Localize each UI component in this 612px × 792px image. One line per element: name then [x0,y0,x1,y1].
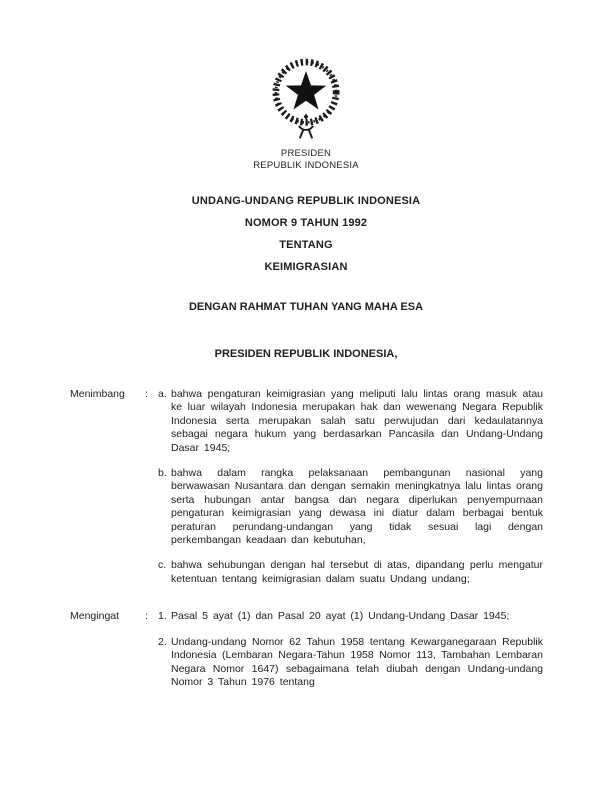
section-items [158,388,543,586]
consideration-item-b [158,467,543,547]
section-colon: : [145,388,148,400]
presidential-star-wreath-seal-icon [266,55,346,141]
section-mengingat [70,610,543,689]
institution-name-line1: PRESIDEN [280,148,332,159]
section-label: Mengingat [70,610,120,623]
item-marker: b. [158,467,167,480]
invocation-line: DENGAN RAHMAT TUHAN YANG MAHA ESA [188,301,424,313]
item-text: Pasal 5 ayat (1) dan Pasal 20 ayat (1) Undang-Undang Dasar 1945; [171,610,510,623]
section-items [158,610,543,689]
legal-basis-item-2 [158,636,543,690]
title-subject: KEIMIGRASIAN [264,261,348,273]
title-law-number: NOMOR 9 TAHUN 1992 [244,217,368,229]
item-marker: c. [158,559,167,572]
institution-name-line2: REPUBLIK INDONESIA [253,160,359,171]
item-text: bahwa pengaturan keimigrasian yang meliputi lalu lintas orang masuk atau ke luar wilayah Indonesia merupakan hak dan wewenang Negara Republik Indonesia serta merupakan salah satu perwujudan dari kedaulatannya sebagai negara hukum yang berdasarkan Pancasila dan Undang-Undang Dasar 1945; [171,388,543,454]
document-header [0,0,612,172]
item-marker: 2. [158,635,167,648]
salutation-line: PRESIDEN REPUBLIK INDONESIA, [214,348,398,360]
section-colon: : [145,610,148,623]
title-law-name: UNDANG-UNDANG REPUBLIK INDONESIA [191,195,421,207]
section-label: Menimbang [70,388,125,400]
item-marker: 1. [158,610,167,623]
section-menimbang [70,388,543,586]
legal-basis-item-1 [158,610,543,623]
title-tentang: TENTANG [279,239,333,251]
item-text: bahwa sehubungan dengan hal tersebut di atas, dipandang perlu mengatur ketentuan tentang keimigrasian dalam suatu Undang undang; [171,559,543,585]
item-text: Undang-undang Nomor 62 Tahun 1958 tentang Kewarganegaraan Republik Indonesia (Lembaran Negara-Tahun 1958 Nomor 113, Tambahan Lembaran Negara Nomor 1647) sebagaimana telah diubah dengan Undang-undang Nomor 3 Tahun 1976 tentang [171,635,543,688]
item-text: bahwa dalam rangka pelaksanaan pembangunan nasional yang berwawasan Nusantara dan dengan semakin meningkatnya lalu lintas orang serta hubungan antar bangsa dan negara diperlukan penyempurnaan pengaturan keimigrasian yang dewasa ini diatur dalam berbagai bentuk peraturan perundang-undangan yang tidak sesuai lagi dengan perkembangan keadaan dan kebutuhan, [171,467,543,547]
institution-name [0,148,612,172]
item-marker: a. [158,388,167,400]
document-title-block [0,196,612,273]
consideration-item-a [158,388,543,455]
consideration-item-c [158,559,543,586]
